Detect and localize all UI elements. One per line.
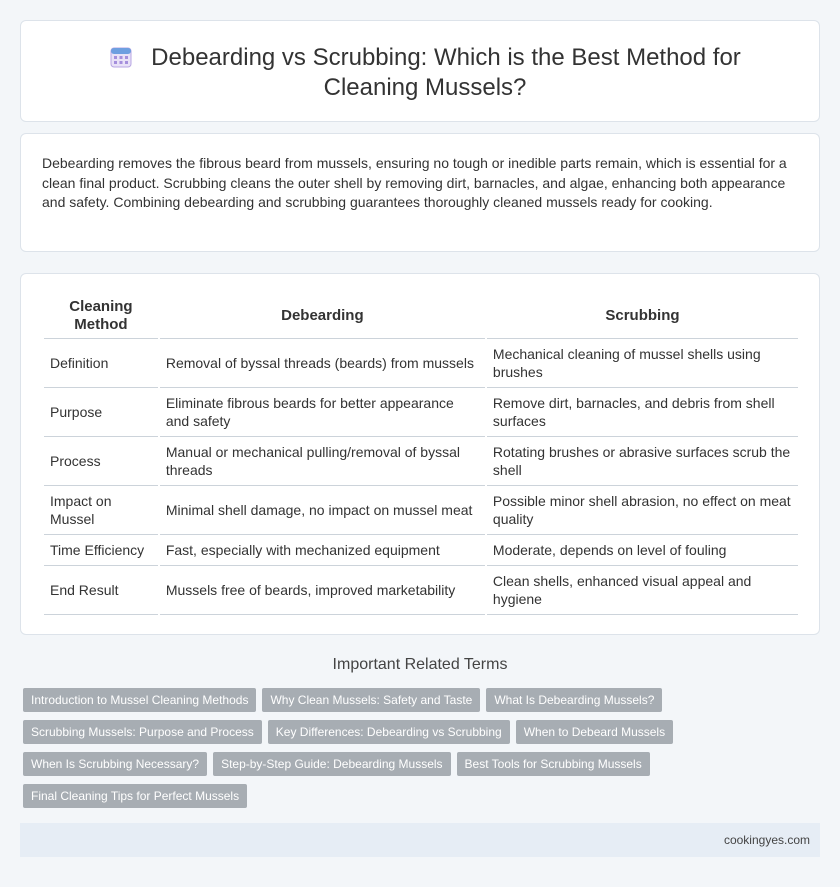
scrubbing-cell: Moderate, depends on level of fouling — [487, 535, 798, 566]
row-label: End Result — [44, 566, 158, 615]
scrubbing-cell: Clean shells, enhanced visual appeal and hygiene — [487, 566, 798, 615]
table-row — [44, 535, 798, 566]
related-term-tag[interactable]: Final Cleaning Tips for Perfect Mussels — [23, 784, 247, 808]
related-term-tag[interactable]: Scrubbing Mussels: Purpose and Process — [23, 720, 262, 744]
related-term-tag[interactable]: Key Differences: Debearding vs Scrubbing — [268, 720, 510, 744]
row-label: Impact on Mussel — [44, 486, 158, 535]
page-title: Debearding vs Scrubbing: Which is the Best Method for Cleaning Mussels? — [151, 44, 741, 101]
debearding-cell: Mussels free of beards, improved marketability — [160, 566, 485, 615]
table-row — [44, 486, 798, 535]
table-header-row — [44, 294, 798, 339]
row-label: Definition — [44, 339, 158, 388]
related-term-tag[interactable]: Why Clean Mussels: Safety and Taste — [262, 688, 480, 712]
debearding-cell: Fast, especially with mechanized equipment — [160, 535, 485, 566]
intro-card — [20, 133, 820, 252]
debearding-cell: Removal of byssal threads (beards) from mussels — [160, 339, 485, 388]
related-term-tag[interactable]: What Is Debearding Mussels? — [486, 688, 662, 712]
intro-paragraph: Debearding removes the fibrous beard from mussels, ensuring no tough or inedible parts remain, which is essential for a clean final product. Scrubbing cleans the outer shell by removing dirt, barnacles, and algae, enhancing both appearance and safety. Combining debearding and scrubbing guarantees thoroughly cleaned mussels ready for cooking. — [42, 155, 787, 210]
header — [61, 43, 789, 103]
related-terms-list — [23, 688, 683, 808]
column-header-debearding: Debearding — [160, 294, 485, 339]
table-row — [44, 388, 798, 437]
related-term-tag[interactable]: Step-by-Step Guide: Debearding Mussels — [213, 752, 450, 776]
row-label: Process — [44, 437, 158, 486]
row-label: Time Efficiency — [44, 535, 158, 566]
comparison-table — [42, 294, 800, 615]
header-card — [20, 20, 820, 122]
scrubbing-cell: Mechanical cleaning of mussel shells using brushes — [487, 339, 798, 388]
related-term-tag[interactable]: When to Debeard Mussels — [516, 720, 673, 744]
scrubbing-cell: Rotating brushes or abrasive surfaces scrub the shell — [487, 437, 798, 486]
table-row — [44, 339, 798, 388]
footer-site-link[interactable]: cookingyes.com — [723, 833, 810, 847]
debearding-cell: Eliminate fibrous beards for better appearance and safety — [160, 388, 485, 437]
debearding-cell: Manual or mechanical pulling/removal of byssal threads — [160, 437, 485, 486]
calendar-icon — [109, 45, 133, 69]
table-row — [44, 437, 798, 486]
debearding-cell: Minimal shell damage, no impact on mussel meat — [160, 486, 485, 535]
footer — [20, 823, 820, 857]
related-terms-heading: Important Related Terms — [332, 656, 508, 673]
related-term-tag[interactable]: Best Tools for Scrubbing Mussels — [457, 752, 650, 776]
scrubbing-cell: Possible minor shell abrasion, no effect on meat quality — [487, 486, 798, 535]
related-term-tag[interactable]: Introduction to Mussel Cleaning Methods — [23, 688, 256, 712]
column-header-method: Cleaning Method — [44, 294, 158, 339]
comparison-card — [20, 273, 820, 635]
related-term-tag[interactable]: When Is Scrubbing Necessary? — [23, 752, 207, 776]
table-row — [44, 566, 798, 615]
row-label: Purpose — [44, 388, 158, 437]
column-header-scrubbing: Scrubbing — [487, 294, 798, 339]
scrubbing-cell: Remove dirt, barnacles, and debris from shell surfaces — [487, 388, 798, 437]
